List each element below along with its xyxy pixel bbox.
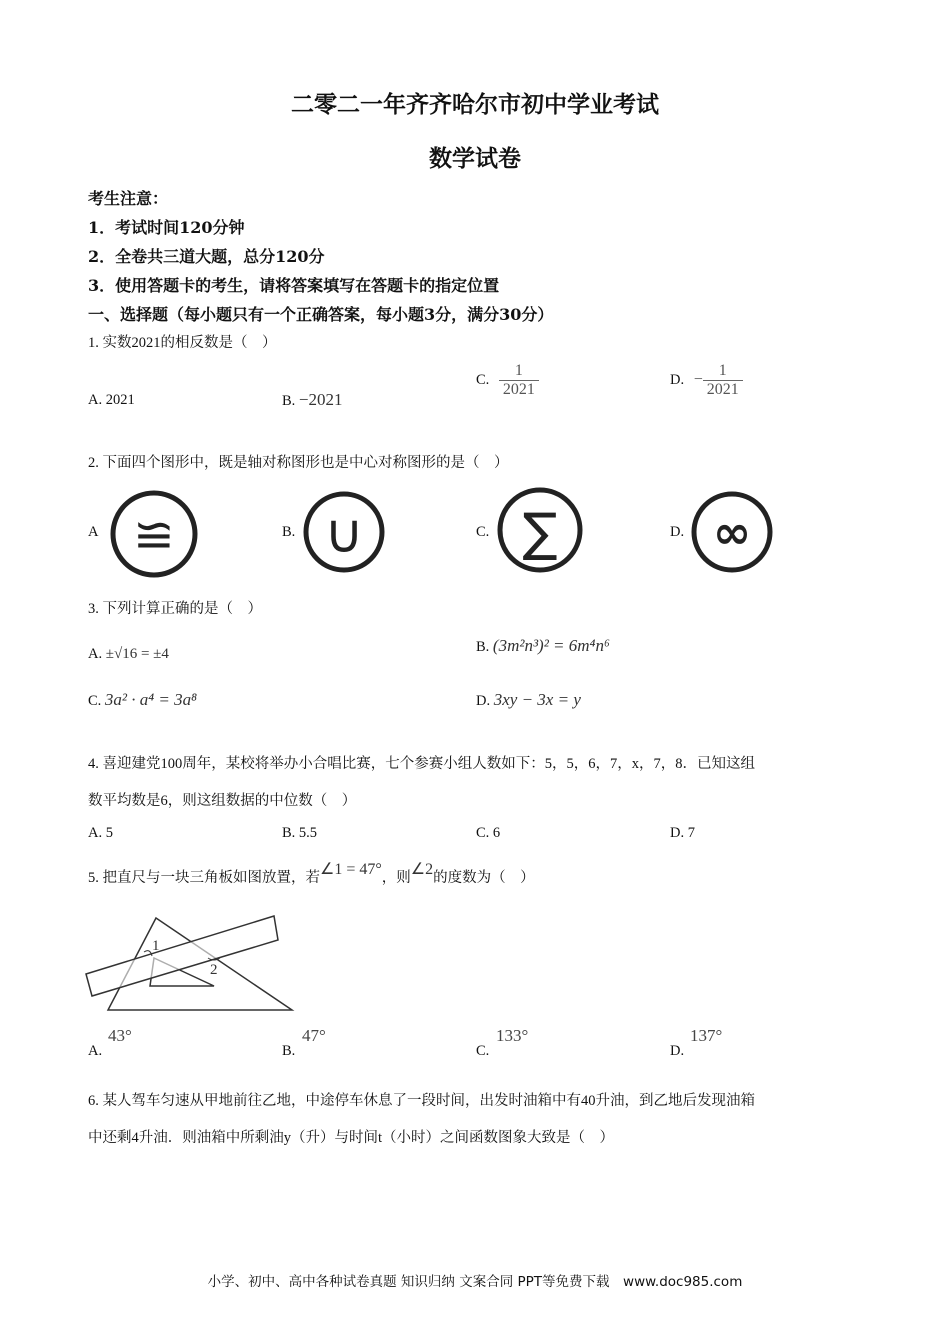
q4-option-b: B. 5.5 — [282, 825, 318, 841]
q5-option-c-value: 133° — [496, 1026, 529, 1045]
q3-option-a-expr: ±√16 = ±4 — [105, 646, 169, 662]
q2-option-d-figure — [690, 490, 774, 574]
question-5-stem: 5. 把直尺与一块三角板如图放置，若∠1 = 47°，则∠2的度数为（ ） — [88, 861, 535, 886]
q5-option-c-label: C. — [476, 1043, 490, 1059]
q5-angle2: ∠2 — [410, 861, 434, 878]
angle-2-label: 2 — [210, 962, 218, 978]
question-1-stem: 1. 实数2021的相反数是（ ） — [88, 335, 277, 351]
q3-option-d-expr: 3xy − 3x = y — [493, 690, 581, 709]
q3-option-c: C. 3a² · a⁴ = 3a⁸ — [88, 690, 198, 709]
q4-option-d: D. 7 — [670, 825, 695, 841]
question-6-stem-line1: 6. 某人驾车匀速从甲地前往乙地，中途停车休息了一段时间，出发时油箱中有40升油，到乙地后发现油箱 — [88, 1093, 755, 1109]
notice-item-3: 3．使用答题卡的考生，请将答案填写在答题卡的指定位置 — [88, 276, 500, 295]
q1-option-a: A. 2021 — [88, 392, 135, 408]
q1-option-b-value: −2021 — [298, 390, 343, 409]
angle-1-label: 1 — [152, 938, 160, 954]
q2-option-b-figure — [302, 490, 386, 574]
q3-option-b: B. (3m²n³)² = 6m⁴n⁶ — [476, 636, 610, 655]
q2-option-a-symbol: ≌ — [133, 506, 175, 564]
q4-option-c: C. 6 — [476, 825, 501, 841]
q2-option-c-figure — [496, 486, 584, 574]
q4-option-a: A. 5 — [88, 825, 113, 841]
q5-option-a-value: 43° — [108, 1026, 132, 1045]
q2-option-c-symbol: ∑ — [522, 503, 558, 563]
question-3-stem: 3. 下列计算正确的是（ ） — [88, 601, 262, 617]
q5-option-a-label: A. — [88, 1043, 103, 1059]
notice-item-1: 1．考试时间120分钟 — [88, 218, 245, 237]
notice-heading: 考生注意： — [88, 189, 169, 208]
page-footer: 小学、初中、高中各种试卷真题 知识归纳 文案合同 PPT等免费下载 www.doc985.com — [207, 1274, 743, 1290]
q1-option-b: B. −2021 — [282, 390, 343, 409]
question-4-stem-line1: 4. 喜迎建党100周年，某校将举办小合唱比赛，七个参赛小组人数如下：5，5，6，7，x，7，8．已知这组 — [88, 756, 755, 772]
straight-ruler — [86, 916, 278, 996]
q5-figure — [84, 912, 300, 1016]
q2-option-c-label: C. — [476, 524, 490, 540]
notice-item-2: 2．全卷共三道大题，总分120分 — [88, 247, 325, 266]
q3-option-d: D. 3xy − 3x = y — [476, 690, 581, 709]
q2-option-a-label: A — [88, 524, 99, 540]
q5-angle1: ∠1 = 47° — [320, 861, 382, 878]
q2-option-b-label: B. — [282, 524, 296, 540]
q3-option-a: A. ±√16 = ±4 — [88, 646, 169, 662]
page-title: 二零二一年齐齐哈尔市初中学业考试 — [291, 91, 659, 118]
q5-option-b-label: B. — [282, 1043, 296, 1059]
q1-option-c: C. $\frac{1}{2021}$ — [476, 362, 539, 399]
q2-option-a-figure — [108, 488, 200, 580]
q2-option-d-label: D. — [670, 524, 685, 540]
q3-option-b-expr: (3m²n³)² = 6m⁴n⁶ — [492, 636, 610, 655]
q2-option-d-symbol: ∞ — [712, 505, 752, 559]
q3-option-c-expr: 3a² · a⁴ = 3a⁸ — [104, 690, 198, 709]
section-1-heading: 一、选择题（每小题只有一个正确答案，每小题3分，满分30分） — [88, 305, 554, 324]
q1-option-d: D. − $\frac{1}{2021}$ — [670, 362, 743, 399]
question-2-stem: 2. 下面四个图形中，既是轴对称图形也是中心对称图形的是（ ） — [88, 455, 509, 471]
question-6-stem-line2: 中还剩4升油．则油箱中所剩油y（升）与时间t（小时）之间函数图象大致是（ ） — [88, 1130, 615, 1146]
question-4-stem-line2: 数平均数是6，则这组数据的中位数（ ） — [88, 793, 357, 809]
page-subtitle: 数学试卷 — [429, 145, 521, 172]
q5-option-b-value: 47° — [302, 1026, 326, 1045]
q5-option-d-value: 137° — [690, 1026, 723, 1045]
q5-option-d-label: D. — [670, 1043, 685, 1059]
q2-option-b-symbol: ∪ — [324, 502, 364, 565]
